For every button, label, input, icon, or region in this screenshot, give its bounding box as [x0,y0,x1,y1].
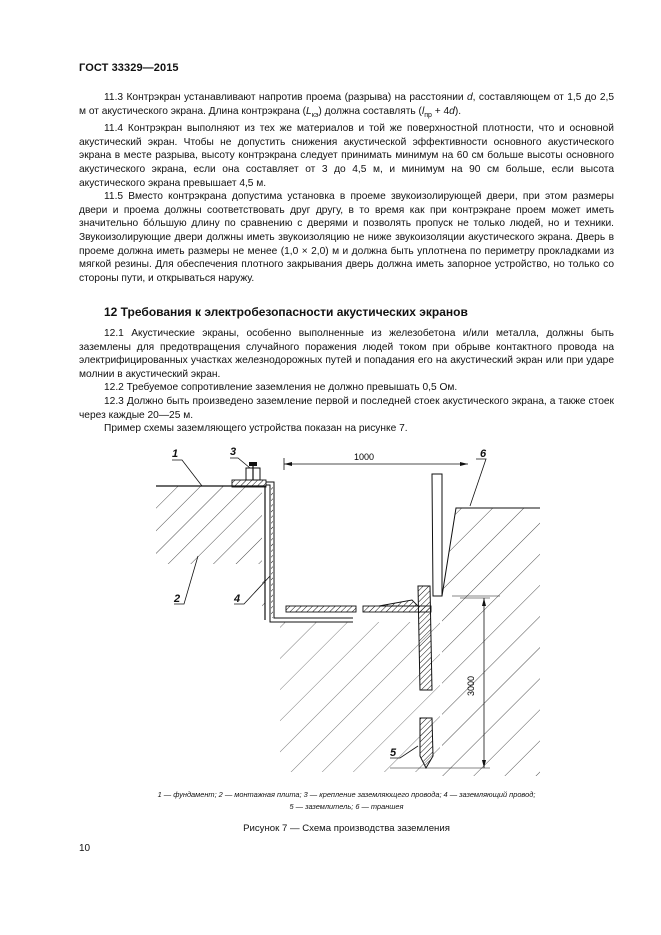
paragraph-11-4: 11.4 Контрэкран выполняют из тех же материалов и той же поверхностной плотности, что и основной акустический экран. Чтобы не допустить снижения акустической эффективности основного акустического экрана в месте разрыва, высоту контрэкрана следует принимать минимум на 60 см больше высоты основного акустического экрана, если она составляет от 3 до 4,5 м, и минимум на 90 см больше, если высота акустического экрана превышает 4,5 м. [79,123,614,189]
document-header: ГОСТ 33329—2015 [79,62,179,74]
paragraph-12-2: 12.2 Требуемое сопротивление заземления не должно превышать 0,5 Ом. [104,382,458,394]
figure-legend [79,789,614,812]
trench [432,474,540,776]
label-2: 2 [174,593,181,605]
paragraph-12-3: 12.3 Должно быть произведено заземление первой и последней стоек акустического экрана, а также стоек через каждые 20—25 м. [79,395,614,421]
paragraph-11-3: 11.3 Контрэкран устанавливают напротив проема (разрыва) на расстоянии d, составляющем от 1,5 до 2,5 м от акустического экрана. Длина контрэкрана $(L_{кэ})$ должна составлять $(l_{пр} + 4d)$. [79,92,614,119]
section-11-text [79,91,614,285]
label-6: 6 [480,448,487,460]
grounding-electrode [418,586,433,768]
page-number: 10 [79,843,91,854]
figure-caption: Рисунок 7 — Схема производства заземления [243,823,450,834]
paragraph-11-5: 11.5 Вместо контрэкрана допустима установка в проеме звукоизолирующей двери, при этом размеры двери и проема должны соответствовать друг другу, в то время как при контрэкране проем может иметь значительно бо́льшую длину по сравнению с дверями и позволять пропуск не только людей, но и техники. Звукоизолирующие двери должны иметь звукоизоляцию не ниже звукоизоляции акустического экрана. Дверь в проеме должна иметь размеры не менее (1,0 × 2,0) м и должна быть уплотнена по периметру прокладками из мягкой резины. Для обеспечения плотного закрывания дверь должна иметь запорное устройство, но только со стороны пути, и открываться наружу. [79,191,614,284]
paragraph-figure-reference: Пример схемы заземляющего устройства показан на рисунке 7. [104,423,408,435]
label-1: 1 [172,448,179,460]
legend-line-1: 1 — фундамент; 2 — монтажная плита; 3 — крепление заземляющего провода; 4 — заземляющий провод; [157,790,536,799]
grounding-diagram [150,446,540,791]
label-5: 5 [390,747,397,759]
section-12-title: 12 Требования к электробезопасности акустических экранов [104,305,468,319]
section-12-text [79,327,614,436]
label-4: 4 [234,593,241,605]
grounding-wire [266,482,431,622]
wire-clamp [246,462,260,480]
ground-hatch [280,622,440,772]
foundation-block [156,486,265,620]
dimension-1000 [284,452,468,470]
dimension-top-label: 1000 [353,452,375,462]
dimension-right-label: 3000 [466,675,476,697]
mounting-plate [232,480,266,487]
legend-line-2: 5 — заземлитель; 6 — траншея [289,801,404,811]
paragraph-12-1: 12.1 Акустические экраны, особенно выполненные из железобетона и/или металла, должны быть заземлены для предотвращения случайного поражения людей током при обрыве контактного провода на электрифицированных участках железнодорожных путей и попадания его на акустический экран или при ударе молнии в акустический экран. [79,328,614,380]
label-3: 3 [230,446,237,458]
